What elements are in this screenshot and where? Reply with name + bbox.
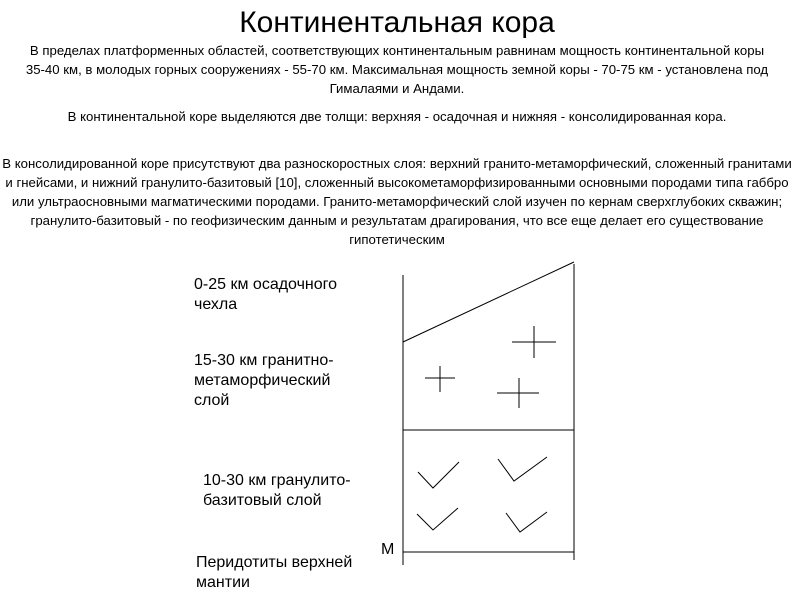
layer-label-line: 0-25 км осадочного xyxy=(194,276,338,293)
layer-label-line: чехла xyxy=(194,296,238,313)
layer-label-line: Перидотиты верхней xyxy=(196,554,353,571)
granulite-check-symbol xyxy=(417,508,458,530)
paragraph-consolidated-crust: В консолидированной коре присутствуют два разноскоростных слоя: верхний гранито-метаморфический, сложенный гранитами и гнейсами, и нижний гранулито-базитовый [10], сложенный высокометаморфизированными основными породами типа габбро или ультраосновными магматическими породами. Гранито-метаморфический слой изучен по кернам сверхглубоких скважин; гранулито-базитовый - по геофизическим данным и результатам драгирования, что все еще делает его существование гипотетическим xyxy=(2,156,792,247)
layer-label-line: мантии xyxy=(196,574,250,591)
granulite-check-symbol xyxy=(498,457,547,481)
granite-cross-symbol xyxy=(425,366,455,392)
paragraph-two-layers: В континентальной коре выделяются две толщи: верхняя - осадочная и нижняя - консолидированная кора. xyxy=(67,109,727,124)
layer-label-line: 10-30 км гранулито- xyxy=(203,472,351,489)
layer-label-sediments xyxy=(194,275,337,315)
layer-label-line: базитовый слой xyxy=(203,492,322,509)
layer-label-line: метаморфический xyxy=(194,372,331,389)
paragraph-crust-thickness: В пределах платформенных областей, соответствующих континентальным равнинам мощность континентальной коры 35-40 км, в молодых горных сооружениях - 55-70 км. Максимальная мощность земной коры - 70-75 км - установлена под Гималаями и Андами. xyxy=(25,43,769,96)
layer-label-line: 15-30 км гранитно- xyxy=(194,352,334,369)
granulite-check-symbol xyxy=(506,512,547,532)
layer-label-granite-metamorphic xyxy=(194,351,334,411)
granite-cross-symbol xyxy=(497,378,539,408)
granite-cross-symbol xyxy=(512,326,556,358)
granulite-check-symbol xyxy=(418,462,459,488)
layer-label-line: слой xyxy=(194,392,230,409)
layer-label-granulite-basite xyxy=(203,471,351,511)
layer-label-upper-mantle xyxy=(196,553,352,593)
slide-title: Континентальная кора xyxy=(239,6,555,39)
sediment-boundary-line xyxy=(403,262,574,342)
moho-label: М xyxy=(381,541,395,558)
